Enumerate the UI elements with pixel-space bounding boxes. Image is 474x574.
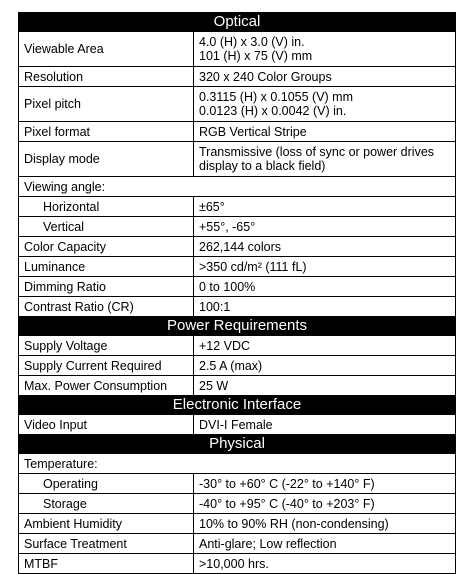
spec-label: Luminance [19,257,194,277]
spec-row-pixel-format [19,122,456,142]
spec-row-display-mode [19,142,456,177]
spec-row-pixel-pitch [19,87,456,122]
spec-row-mtbf [19,554,456,574]
spec-value-line: 0.3115 (H) x 0.1055 (V) mm [199,90,353,104]
spec-label: Viewing angle: [19,177,456,197]
spec-value-line: >10,000 hrs. [199,556,269,571]
spec-value [194,277,456,297]
spec-label: Surface Treatment [19,534,194,554]
spec-value [194,494,456,514]
spec-value-line: 0.0123 (H) x 0.0042 (V) in. [199,104,347,118]
spec-label: MTBF [19,554,194,574]
spec-value-line: ±65° [199,199,225,214]
section-title: Physical [19,435,456,454]
spec-label: Dimming Ratio [19,277,194,297]
spec-label: Resolution [19,67,194,87]
spec-label: Pixel pitch [19,87,194,122]
spec-value-line: DVI-I Female [199,417,273,432]
spec-row-ambient-humidity [19,514,456,534]
spec-label: Contrast Ratio (CR) [19,297,194,317]
spec-value [194,415,456,435]
spec-value [194,297,456,317]
spec-value [194,237,456,257]
spec-row-video-input [19,415,456,435]
spec-value-line: 320 x 240 Color Groups [199,69,332,84]
section-header-power-requirements [19,317,456,336]
spec-label: Vertical [19,217,194,237]
spec-value [194,376,456,396]
spec-row-supply-voltage [19,336,456,356]
spec-row-storage [19,494,456,514]
spec-value-line: 2.5 A (max) [199,358,263,373]
spec-value-line: 101 (H) x 75 (V) mm [199,49,313,63]
section-header-optical [19,13,456,32]
spec-row-surface-treatment [19,534,456,554]
spec-row-color-capacity [19,237,456,257]
spec-label: Supply Current Required [19,356,194,376]
spec-value [194,197,456,217]
spec-row-horizontal [19,197,456,217]
spec-value [194,217,456,237]
spec-row-supply-current-required [19,356,456,376]
spec-value [194,122,456,142]
spec-value-line: >350 cd/m² (111 fL) [199,259,307,274]
spec-table [18,12,456,574]
section-header-electronic-interface [19,396,456,415]
spec-row-operating [19,474,456,494]
spec-label: Display mode [19,142,194,177]
spec-label: Temperature: [19,454,456,474]
spec-value-line: 0 to 100% [199,279,256,294]
spec-table-body [19,13,456,574]
spec-value-line: 25 W [199,378,229,393]
spec-value [194,474,456,494]
spec-value-line: +55°, -65° [199,219,256,234]
spec-label: Pixel format [19,122,194,142]
spec-label: Viewable Area [19,32,194,67]
spec-row-dimming-ratio [19,277,456,297]
spec-label: Ambient Humidity [19,514,194,534]
spec-value-line: Transmissive (loss of sync or power drives display to a black field) [199,145,435,173]
spec-row-contrast-ratio-cr [19,297,456,317]
section-title: Power Requirements [19,317,456,336]
spec-row-viewing-angle [19,177,456,197]
spec-value-line: 4.0 (H) x 3.0 (V) in. [199,35,305,49]
spec-row-temperature [19,454,456,474]
spec-value [194,257,456,277]
spec-value-line: +12 VDC [199,338,251,353]
spec-value [194,67,456,87]
spec-row-viewable-area [19,32,456,67]
section-header-physical [19,435,456,454]
spec-value-line: -40° to +95° C (-40° to +203° F) [199,496,375,511]
section-title: Electronic Interface [19,396,456,415]
spec-value [194,356,456,376]
spec-label: Max. Power Consumption [19,376,194,396]
spec-label: Color Capacity [19,237,194,257]
spec-label: Supply Voltage [19,336,194,356]
spec-value [194,534,456,554]
spec-value-line: 262,144 colors [199,239,282,254]
spec-row-luminance [19,257,456,277]
spec-value-line: 10% to 90% RH (non-condensing) [199,516,389,531]
section-title: Optical [19,13,456,32]
spec-value-line: -30° to +60° C (-22° to +140° F) [199,476,375,491]
spec-value-line: RGB Vertical Stripe [199,124,307,139]
spec-value-line: Anti-glare; Low reflection [199,536,337,551]
spec-label: Operating [19,474,194,494]
spec-value [194,32,456,67]
spec-row-max-power-consumption [19,376,456,396]
spec-row-resolution [19,67,456,87]
spec-label: Video Input [19,415,194,435]
spec-label: Horizontal [19,197,194,217]
spec-value [194,142,456,177]
spec-value-line: 100:1 [199,299,231,314]
spec-value [194,554,456,574]
spec-value [194,87,456,122]
spec-value [194,336,456,356]
spec-label: Storage [19,494,194,514]
spec-value [194,514,456,534]
spec-row-vertical [19,217,456,237]
